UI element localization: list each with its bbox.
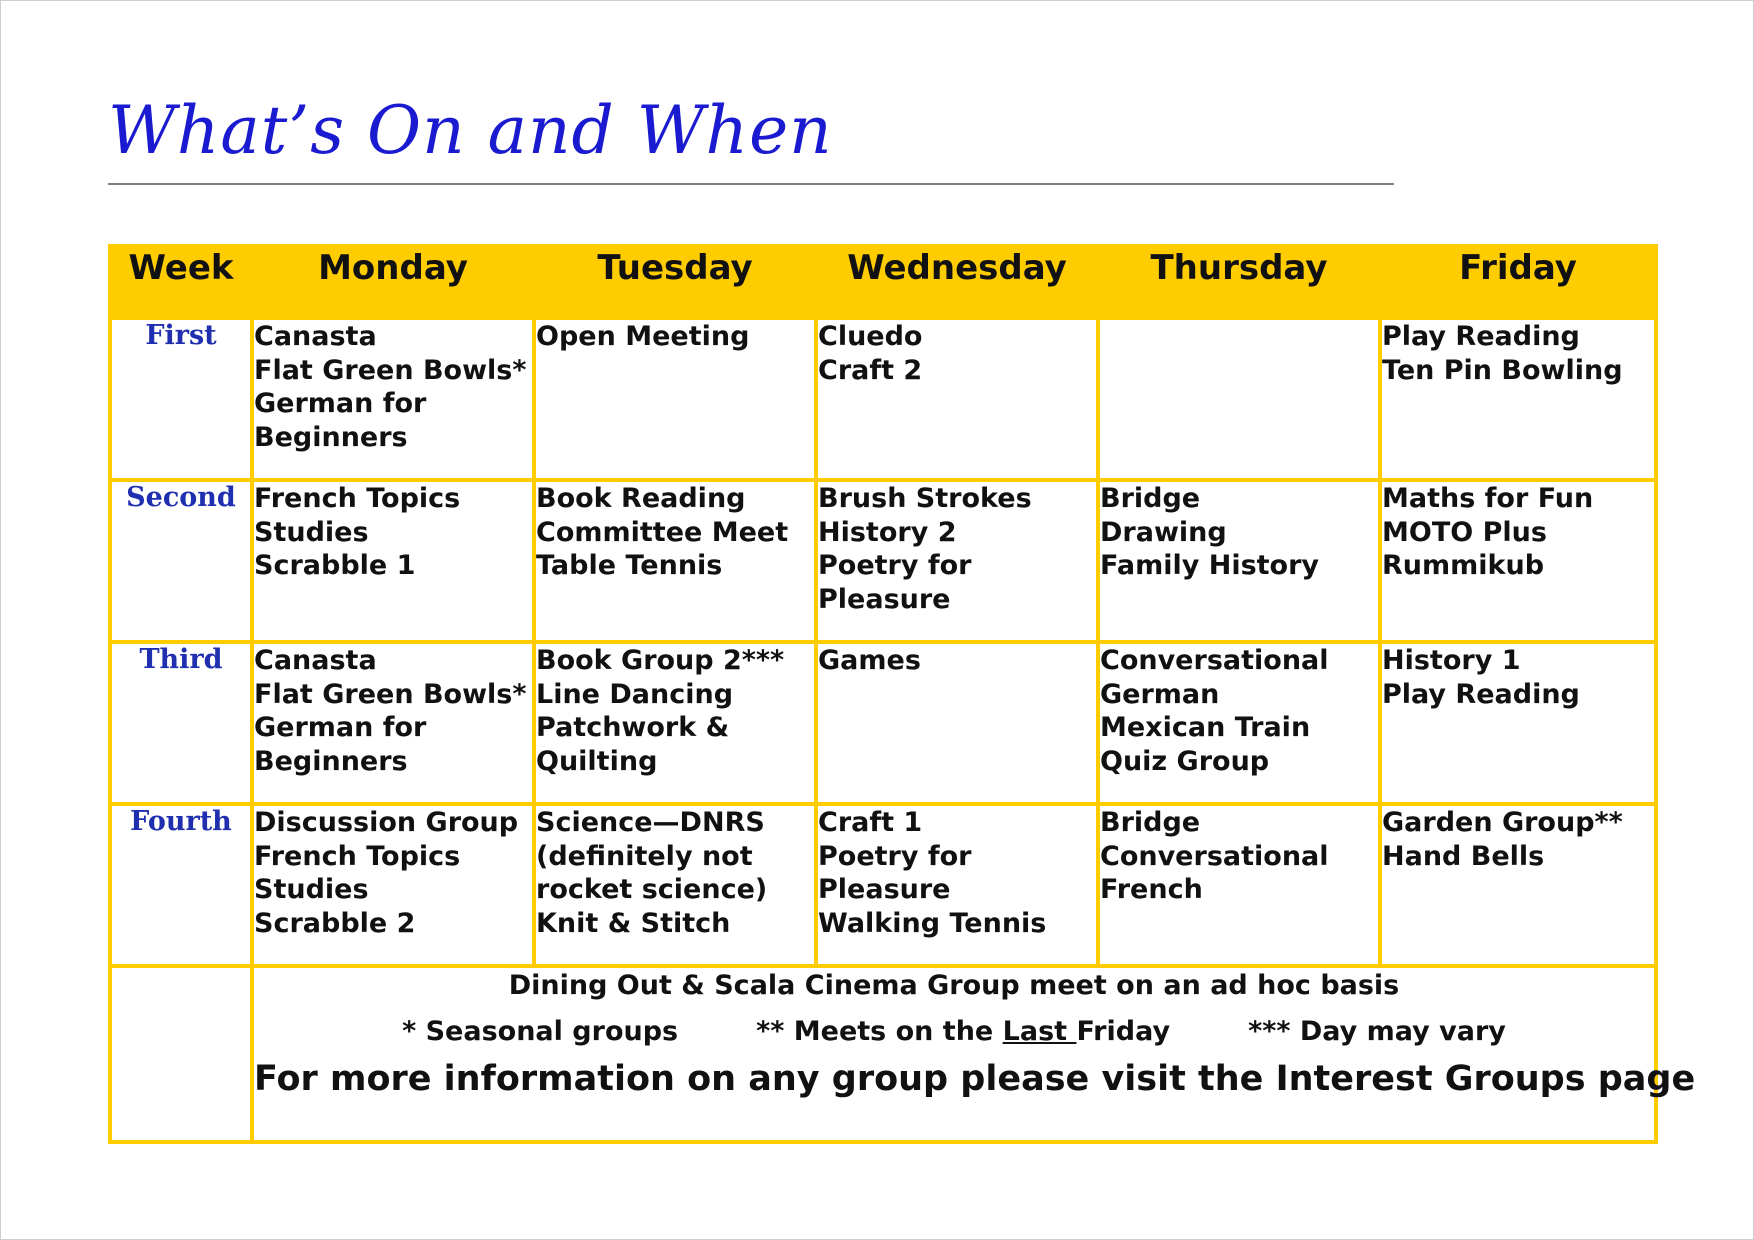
activity: Canasta	[254, 321, 377, 352]
cell-wednesday	[816, 318, 1098, 480]
header-monday: Monday	[252, 246, 534, 318]
activity: Committee Meet	[536, 516, 789, 548]
week-label: First	[110, 318, 252, 480]
notes-week-cell	[110, 966, 252, 1142]
activity: Flat Green Bowls*	[254, 354, 527, 386]
adhoc-note: Dining Out & Scala Cinema Group meet on an ad hoc basis	[508, 970, 1400, 1001]
cell-friday	[1380, 642, 1656, 804]
cell-monday	[252, 318, 534, 480]
table-row	[110, 804, 1656, 966]
notes-row	[110, 966, 1656, 1142]
activity: Conversational	[1100, 840, 1329, 872]
activity: Flat Green Bowls*	[254, 678, 527, 710]
header-thursday: Thursday	[1098, 246, 1380, 318]
activity: Book Reading	[536, 483, 746, 514]
last-friday-suffix: Friday	[1076, 1016, 1171, 1047]
activity: Scrabble 2	[254, 907, 416, 939]
activity: Poetry for	[818, 840, 972, 872]
cell-tuesday	[534, 480, 816, 642]
table-row	[110, 480, 1656, 642]
activity: Book Group 2***	[536, 645, 785, 676]
week-label: Fourth	[110, 804, 252, 966]
activity: Patchwork &	[536, 712, 730, 743]
cell-monday	[252, 480, 534, 642]
activity: Maths for Fun	[1382, 483, 1594, 514]
cell-thursday	[1098, 480, 1380, 642]
cell-wednesday	[816, 642, 1098, 804]
cell-friday	[1380, 804, 1656, 966]
activity: Studies	[254, 516, 369, 548]
activity: Brush Strokes	[818, 483, 1032, 514]
title-divider	[108, 183, 1394, 185]
activity: French	[1100, 874, 1203, 905]
cell-wednesday	[816, 804, 1098, 966]
cell-thursday	[1098, 642, 1380, 804]
table-row	[110, 642, 1656, 804]
footnotes	[254, 1016, 1654, 1047]
activity: Craft 1	[818, 807, 923, 838]
table-row	[110, 318, 1656, 480]
header-friday: Friday	[1380, 246, 1656, 318]
header-wednesday: Wednesday	[816, 246, 1098, 318]
activity: Garden Group**	[1382, 807, 1623, 838]
activity: Conversational	[1100, 645, 1329, 676]
activity: French Topics	[254, 840, 461, 872]
schedule-table	[108, 244, 1696, 1144]
activity: Scrabble 1	[254, 550, 416, 581]
cell-friday	[1380, 480, 1656, 642]
activity: Discussion Group	[254, 807, 519, 838]
activity: Hand Bells	[1382, 840, 1545, 872]
last-friday-note	[756, 1016, 1170, 1047]
activity: Drawing	[1100, 516, 1227, 548]
cell-friday	[1380, 318, 1656, 480]
activity: Play Reading	[1382, 678, 1580, 710]
activity: German for	[254, 388, 427, 419]
week-label: Third	[110, 642, 252, 804]
activity: Canasta	[254, 645, 377, 676]
activity: Poetry for	[818, 550, 972, 581]
activity: Beginners	[254, 745, 408, 777]
notes-cell	[252, 966, 1696, 1142]
cell-thursday	[1098, 804, 1380, 966]
activity: Knit & Stitch	[536, 907, 731, 939]
activity: Table Tennis	[536, 550, 723, 581]
activity: Cluedo	[818, 321, 923, 352]
activity: German	[1100, 678, 1220, 710]
activity: Quiz Group	[1100, 745, 1270, 777]
activity: Mexican Train	[1100, 712, 1311, 743]
header-tuesday: Tuesday	[534, 246, 816, 318]
activity: Ten Pin Bowling	[1382, 354, 1623, 386]
last-friday-underlined: Last	[1002, 1016, 1077, 1047]
activity: Rummikub	[1382, 550, 1545, 581]
more-info-note: For more information on any group please visit the Interest Groups page	[254, 1059, 1696, 1099]
header-row	[110, 246, 1656, 318]
last-friday-prefix: ** Meets on the	[756, 1016, 1003, 1047]
activity: Beginners	[254, 421, 408, 453]
page-title: What’s On and When	[108, 92, 833, 169]
activity: Studies	[254, 874, 369, 905]
seasonal-note: * Seasonal groups	[402, 1016, 679, 1047]
activity: Pleasure	[818, 874, 951, 905]
activity: Games	[818, 645, 921, 676]
activity: History 1	[1382, 645, 1521, 676]
activity: Play Reading	[1382, 321, 1580, 352]
activity: Craft 2	[818, 354, 923, 386]
activity: Pleasure	[818, 583, 951, 615]
cell-tuesday	[534, 642, 816, 804]
cell-monday	[252, 642, 534, 804]
activity: Walking Tennis	[818, 907, 1047, 939]
cell-thursday	[1098, 318, 1380, 480]
activity: Open Meeting	[536, 321, 750, 352]
activity: History 2	[818, 516, 957, 548]
cell-tuesday	[534, 804, 816, 966]
activity: Bridge	[1100, 483, 1201, 514]
cell-monday	[252, 804, 534, 966]
cell-wednesday	[816, 480, 1098, 642]
week-label: Second	[110, 480, 252, 642]
activity: Family History	[1100, 550, 1320, 581]
activity: French Topics	[254, 483, 461, 514]
header-week: Week	[110, 246, 252, 318]
activity: Quilting	[536, 745, 658, 777]
cell-tuesday	[534, 318, 816, 480]
activity: rocket science)	[536, 874, 768, 905]
activity: (definitely not	[536, 840, 753, 872]
activity: Line Dancing	[536, 678, 734, 710]
activity: Science—DNRS	[536, 807, 765, 838]
activity: Bridge	[1100, 807, 1201, 838]
activity: German for	[254, 712, 427, 743]
activity: MOTO Plus	[1382, 516, 1547, 548]
day-vary-note: *** Day may vary	[1248, 1016, 1506, 1047]
